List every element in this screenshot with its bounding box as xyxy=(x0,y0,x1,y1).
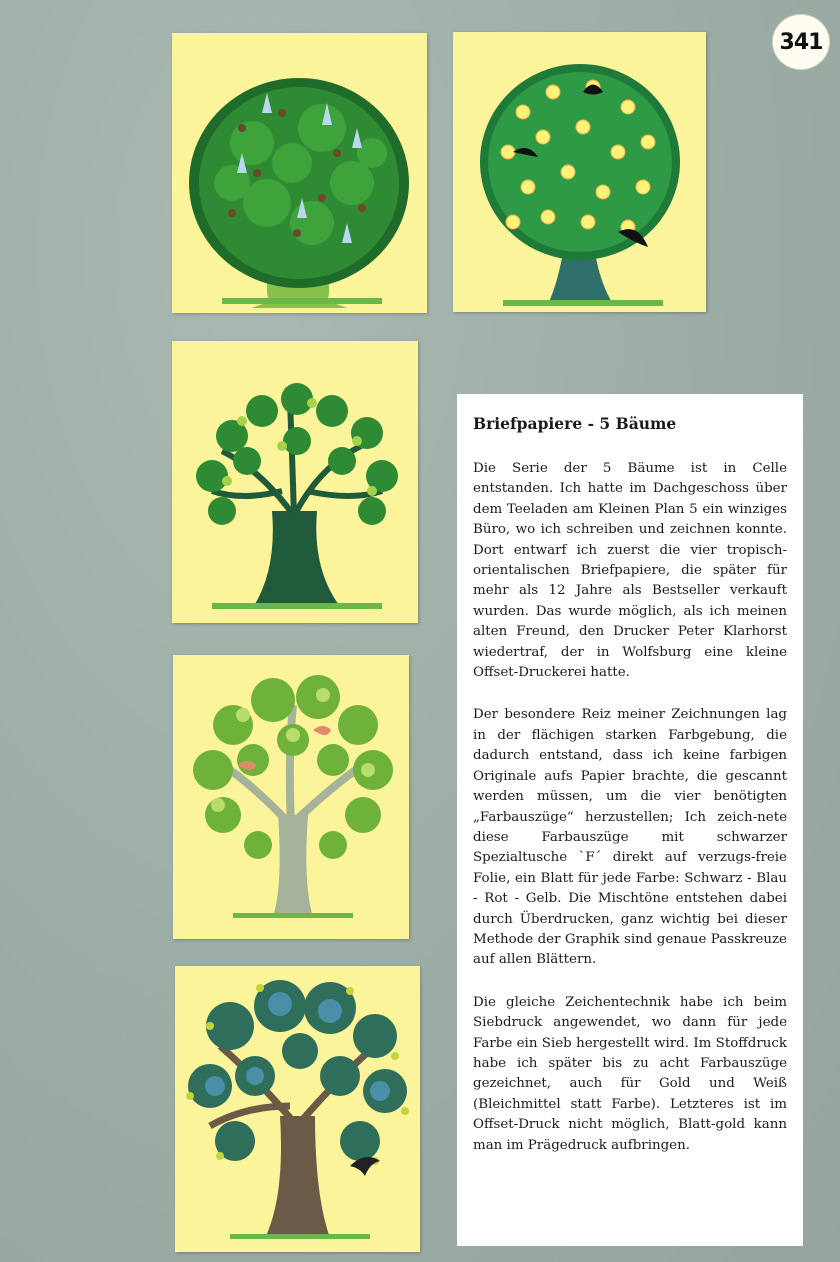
page-number: 341 xyxy=(772,14,830,70)
pine-tree-icon xyxy=(175,966,420,1252)
article-panel xyxy=(457,394,803,1246)
tree-card-oak xyxy=(172,341,418,623)
maple-tree-icon xyxy=(173,655,409,939)
article-paragraph-1: Die Serie der 5 Bäume ist in Celle entstanden. Ich hatte im Dachgeschoss über dem Teeladen am Kleinen Plan 5 ein winziges Büro, wo ich schreiben und zeichnen konnte. Dort entwarf ich zuerst die vier tropisch-orientalischen Briefpapiere, die später für mehr als 12 Jahre als Bestseller verkauft wurden. Das wurde möglich, als ich meinen alten Freund, den Drucker Peter Klarhorst wiedertraf, der in Wolfsburg eine kleine Offset-Druckerei hatte. xyxy=(473,461,787,681)
article-title: Briefpapiere - 5 Bäume xyxy=(473,414,677,433)
chestnut-tree-icon xyxy=(172,33,427,313)
blossom-tree-icon xyxy=(453,32,706,312)
oak-tree-icon xyxy=(172,341,418,623)
tree-card-maple xyxy=(173,655,409,939)
article-paragraph-3: Die gleiche Zeichentechnik habe ich beim Siebdruck angewendet, wo dann für jede Farbe ein Sieb hergestellt wird. Im Stoffdruck habe ich später bis zu acht Farbauszüge gezeichnet, auch für Gold und Weiß (Bleichmittel statt Farbe). Letzteres ist im Offset-Druck nicht möglich, Blatt-gold kann man im Prägedruck aufbringen. xyxy=(473,994,787,1153)
tree-card-blossom xyxy=(453,32,706,312)
tree-card-pine xyxy=(175,966,420,1252)
article-paragraph-2: Der besondere Reiz meiner Zeichnungen lag in der flächigen starken Farbgebung, die dadurch entstand, dass ich keine farbigen Originale aufs Papier brachte, die gescannt werden müssen, um die vier benötigten „Farbauszüge“ herzustellen; Ich zeich-nete diese Farbauszüge mit schwarzer Spezialtusche `F´ direkt auf verzugs-freie Folie, ein Blatt für jede Farbe: Schwarz - Blau - Rot - Gelb. Die Mischtöne entstehen dabei durch Überdrucken, ganz wichtig bei dieser Methode der Graphik sind genaue Passkreuze auf allen Blättern. xyxy=(473,707,787,968)
tree-card-chestnut xyxy=(172,33,427,313)
